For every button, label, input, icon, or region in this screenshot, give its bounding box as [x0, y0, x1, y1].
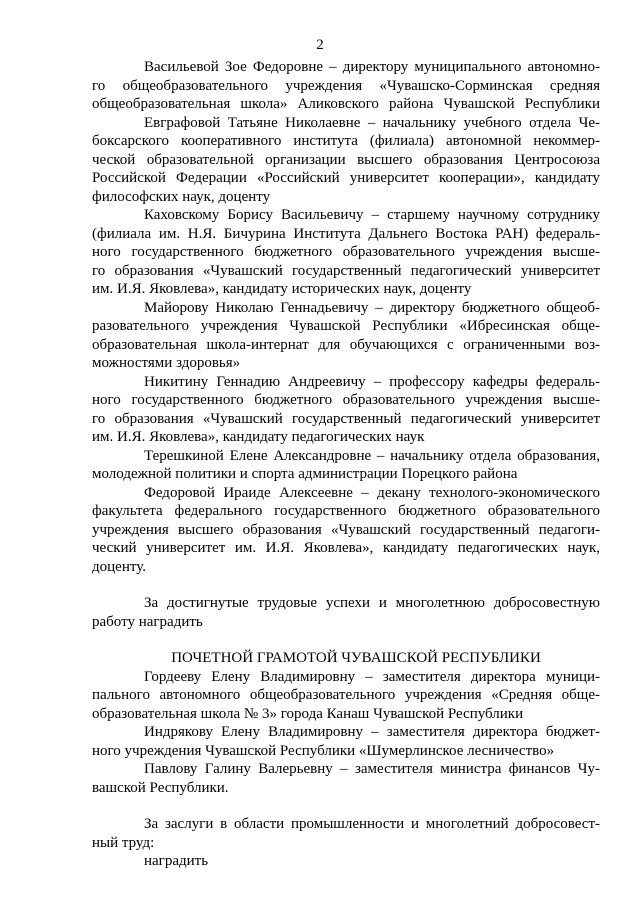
paragraph-line: общеобразовательная школа» Аликовского района Чувашской Республики — [92, 96, 600, 112]
nominee-list-2 — [92, 668, 600, 798]
paragraph-line: можностями здоровья» — [92, 355, 241, 371]
paragraph-line: (филиала им. Н.Я. Бичурина Института Дальнего Востока РАН) федераль- — [92, 225, 600, 242]
paragraph-line: го образования «Чувашский государственный педагогический университет — [92, 262, 600, 279]
paragraph-line: Индрякову Елену Владимировну – заместителя директора бюджет- — [144, 724, 600, 740]
nominee-paragraph — [92, 484, 600, 577]
paragraph-gap — [92, 797, 600, 815]
page-number: 2 — [316, 37, 324, 53]
paragraph-line: Терешкиной Елене Александровне – начальнику отдела образования, — [144, 447, 600, 464]
paragraph-line: доценту. — [92, 558, 146, 575]
paragraph-line: образовательная школа № 3» города Канаш Чувашской Республики — [92, 705, 524, 722]
paragraph-line: работу наградить — [92, 613, 203, 630]
paragraph-line: ного государственного бюджетного образовательного учреждения высше- — [92, 244, 600, 260]
paragraph-line: ный труд: — [92, 834, 155, 851]
paragraph-line: За достигнутые трудовые успехи и многолетнюю добросовестную — [144, 595, 600, 611]
nominee-paragraph — [92, 114, 600, 207]
nominee-paragraph — [92, 760, 600, 797]
paragraph-line: факультета федерального государственного бюджетного образовательного — [92, 503, 600, 519]
nominee-paragraph — [92, 299, 600, 373]
nominee-paragraph — [92, 373, 600, 447]
award-heading: ПОЧЕТНОЙ ГРАМОТОЙ ЧУВАШСКОЙ РЕСПУБЛИКИ — [171, 650, 541, 666]
paragraph-line: боксарского кооперативного института (филиала) автономной некоммер- — [92, 133, 600, 149]
paragraph-line: Никитину Геннадию Андреевичу – профессору кафедры федераль- — [144, 373, 600, 390]
paragraph-line: им. И.Я. Яковлева», кандидату педагогических наук — [92, 429, 425, 445]
paragraph-line: Васильевой Зое Федоровне – директору муниципального автономно- — [144, 59, 600, 75]
paragraph-line: пального автономного общеобразовательного учреждения «Средняя обще- — [92, 687, 600, 703]
paragraph-line: им. И.Я. Яковлева», кандидату исторических наук, доценту — [92, 281, 472, 297]
paragraph-line: ческий университет им. И.Я. Яковлева», кандидату педагогических наук, — [92, 540, 600, 556]
paragraph-line: ного государственного бюджетного образовательного учреждения высше- — [92, 392, 600, 408]
closing-word: наградить — [144, 853, 209, 869]
paragraph-gap — [92, 631, 600, 649]
paragraph-gap — [92, 576, 600, 594]
nominee-paragraph — [92, 668, 600, 724]
paragraph-line: Павлову Галину Валерьевну – заместителя министра финансов Чу- — [144, 761, 600, 777]
nominee-paragraph — [92, 206, 600, 299]
paragraph-line: Евграфовой Татьяне Николаевне – начальнику учебного отдела Че- — [144, 114, 600, 131]
paragraph-line: ческой образовательной организации высшего образования Центросоюза — [92, 151, 600, 168]
paragraph-line: разовательного учреждения Чувашской Республики «Ибресинская обще- — [92, 318, 600, 334]
nominee-list-1 — [92, 58, 600, 576]
paragraph-line: образовательная школа-интернат для обучающихся с ограниченными воз- — [92, 336, 600, 353]
paragraph-line: Каховскому Борису Васильевичу – старшему научному сотруднику — [144, 207, 600, 223]
paragraph-line: Российской Федерации «Российский университет кооперации», кандидату — [92, 170, 600, 186]
nominee-paragraph — [92, 58, 600, 114]
industry-intro — [92, 815, 600, 852]
paragraph-line: философских наук, доценту — [92, 188, 271, 205]
paragraph-line: Гордееву Елену Владимировну – заместителя директора муници- — [144, 668, 600, 685]
paragraph-line: го общеобразовательного учреждения «Чувашско-Сорминская средняя — [92, 77, 600, 94]
paragraph-line: учреждения высшего образования «Чувашский государственный педагоги- — [92, 521, 600, 538]
paragraph-line: Федоровой Ираиде Алексеевне – декану технолого-экономического — [144, 484, 600, 501]
document-body — [92, 58, 600, 871]
award-intro — [92, 594, 600, 631]
paragraph-line: Майорову Николаю Геннадьевичу – директору бюджетного общеоб- — [144, 299, 600, 316]
paragraph-line: За заслуги в области промышленности и многолетний добросовест- — [144, 816, 600, 832]
paragraph-line: го образования «Чувашский государственный педагогический университет — [92, 410, 600, 427]
paragraph-line: молодежной политики и спорта администрации Порецкого района — [92, 466, 518, 482]
nominee-paragraph — [92, 447, 600, 484]
paragraph-line: вашской Республики. — [92, 779, 229, 796]
paragraph-line: ного учреждения Чувашской Республики «Шумерлинское лесничество» — [92, 742, 555, 759]
nominee-paragraph — [92, 723, 600, 760]
